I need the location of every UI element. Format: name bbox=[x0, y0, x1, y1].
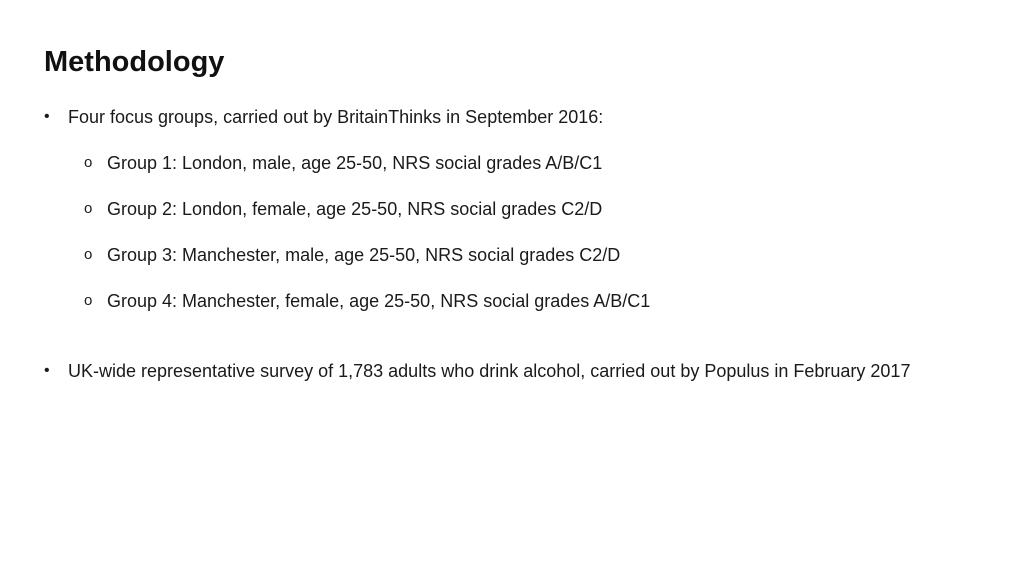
subbullet-marker: o bbox=[84, 292, 93, 309]
subbullet-marker: o bbox=[84, 246, 93, 263]
subbullet-text-group-3: Group 3: Manchester, male, age 25-50, NRS social grades C2/D bbox=[107, 245, 621, 265]
bullet-text-survey: UK-wide representative survey of 1,783 adults who drink alcohol, carried out by Populus in February 2017 bbox=[68, 361, 911, 381]
subbullet-text-group-4: Group 4: Manchester, female, age 25-50, NRS social grades A/B/C1 bbox=[107, 291, 651, 311]
subbullet-marker: o bbox=[84, 154, 93, 171]
bullet-text-focus-groups: Four focus groups, carried out by BritainThinks in September 2016: bbox=[68, 107, 604, 127]
bullet-marker: • bbox=[44, 108, 50, 125]
subbullet-marker: o bbox=[84, 200, 93, 217]
slide-title: Methodology bbox=[44, 46, 225, 78]
subbullet-text-group-1: Group 1: London, male, age 25-50, NRS social grades A/B/C1 bbox=[107, 153, 603, 173]
subbullet-text-group-2: Group 2: London, female, age 25-50, NRS social grades C2/D bbox=[107, 199, 603, 219]
bullet-marker: • bbox=[44, 362, 50, 379]
